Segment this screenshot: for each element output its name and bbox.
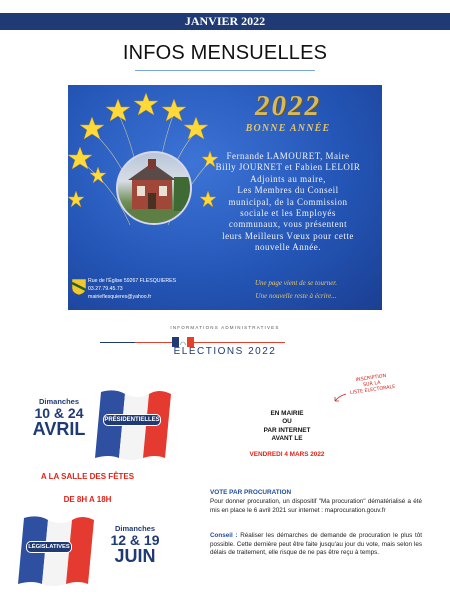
admin-info-label: INFORMATIONS ADMINISTRATIVES — [170, 325, 280, 330]
legislative-month: JUIN — [114, 546, 156, 566]
month-label: JANVIER 2022 — [184, 14, 266, 28]
legislative-day-label: Dimanches — [114, 524, 156, 533]
star-icon — [106, 99, 130, 121]
presidential-day-label: Dimanches — [38, 397, 80, 406]
registration-note: INSCRIPTION SUR LA LISTE ÉLECTORALE — [349, 373, 396, 397]
page-title: INFOS MENSUELLES — [122, 42, 328, 64]
legislative-badge: LÉGISLATIVES — [26, 541, 72, 553]
card-year: 2022 — [255, 90, 321, 122]
hours-text: DE 8H A 18H — [63, 495, 112, 504]
card-greeting: BONNE ANNÉE — [245, 123, 331, 134]
star-icon — [68, 191, 84, 207]
star-icon — [90, 167, 106, 183]
registration-deadline: VENDREDI 4 MARS 2022 — [249, 451, 325, 458]
procuration-heading: VOTE PAR PROCURATION — [210, 489, 292, 496]
banner-rule-red — [135, 342, 285, 343]
legislative-dates: 12 & 19 — [110, 532, 160, 548]
elections-title: ÉLECTIONS 2022 — [173, 346, 277, 357]
card-quote: Une page vient de se tourner. Une nouvelle reste à écrire... — [254, 279, 338, 300]
star-icon — [162, 99, 186, 121]
presidential-dates: 10 & 24 — [34, 405, 84, 421]
title-divider — [135, 70, 315, 71]
star-icon — [80, 117, 104, 139]
month-banner — [0, 13, 450, 30]
registration-line: EN MAIRIE — [270, 410, 304, 417]
arrow-icon — [333, 393, 347, 403]
town-crest-icon — [72, 279, 86, 295]
presidential-badge: PRÉSIDENTIELLES — [103, 414, 161, 426]
star-icon — [184, 117, 208, 139]
town-hall-address: Rue de l'Église 59267 FLESQUIERES 03.27.79.45.73 mairieflesquieres@yahoo.fr — [88, 278, 177, 300]
star-icon — [68, 147, 92, 169]
town-hall-illustration — [118, 153, 190, 223]
registration-line: AVANT LE — [271, 434, 303, 442]
procuration-body: Pour donner procuration, un dispositif "Ma procuration" dématérialisé a été mis en place le 6 avril 2021 sur internet : maprocuration.gouv.fr — [210, 498, 422, 514]
advice-label: Conseil : — [210, 532, 238, 539]
advice-paragraph — [210, 532, 422, 558]
new-year-card — [68, 85, 382, 310]
registration-methods — [232, 410, 342, 443]
registration-line: PAR INTERNET — [263, 426, 311, 434]
venue-text: A LA SALLE DES FÊTES — [40, 472, 135, 481]
presidential-month: AVRIL — [32, 419, 86, 439]
advice-text: Réaliser les démarches de demande de procuration le plus tôt possible. Cette dernière peut être faite jusqu'au jour du vote, mais selon les délais de traitement, elle risque de ne pas être reçu à temps. — [210, 532, 423, 557]
card-message: Fernande LAMOURET, Maire Billy JOURNET et Fabien LELOIR Adjoints au maire, Les Membres du Conseil municipal, de la Commission sociale et les Employés communaux, vous présentent leurs Meilleurs Vœux pour cette nouvelle Année. — [215, 151, 361, 253]
town-hall-photo — [116, 151, 192, 225]
star-icon — [134, 93, 158, 115]
registration-line: OU — [282, 418, 292, 426]
banner-rule-blue — [100, 342, 135, 343]
